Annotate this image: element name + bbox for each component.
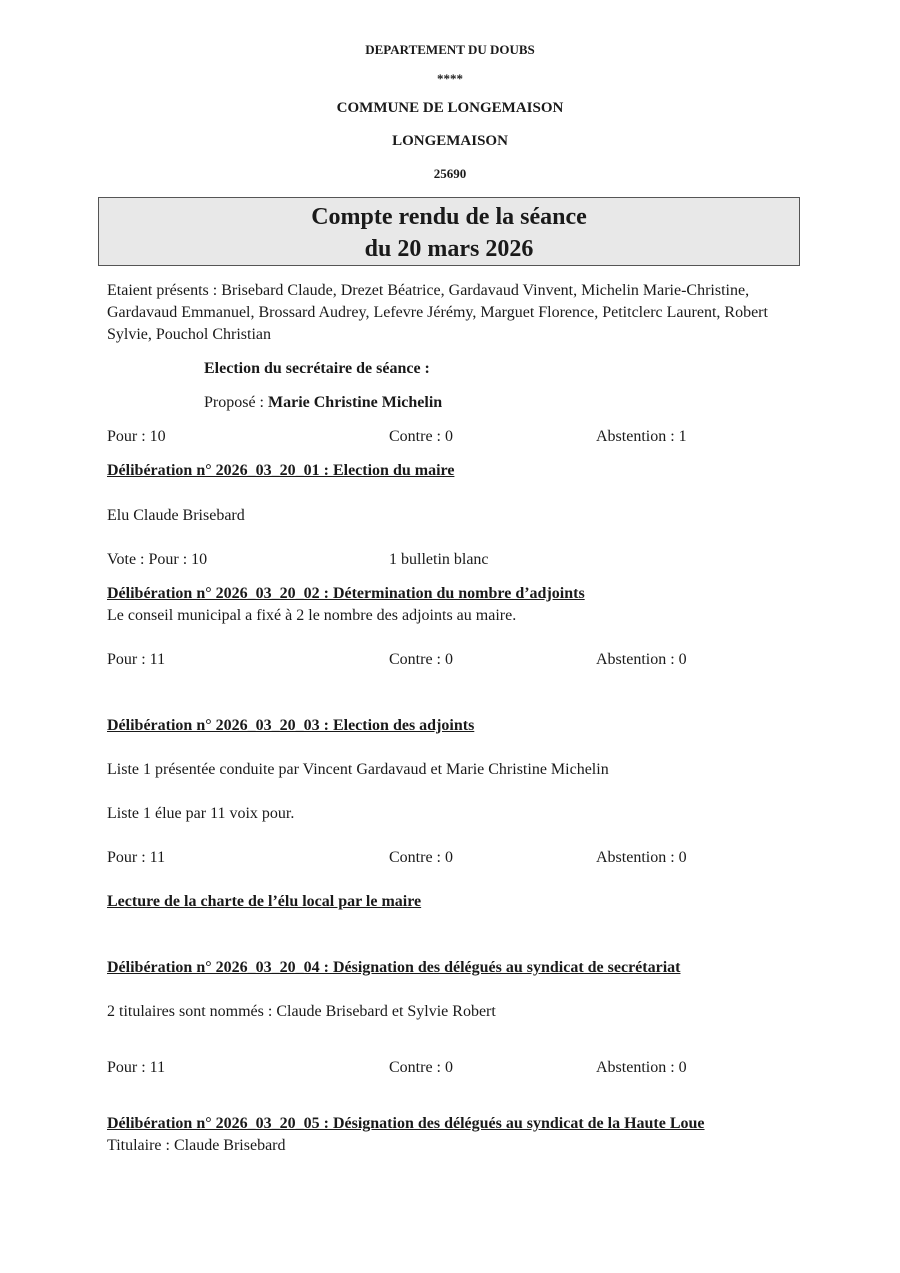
delib4-abstention: Abstention : 0: [596, 1059, 687, 1076]
secretary-contre: Contre : 0: [389, 428, 453, 445]
delib3-heading: Délibération n° 2026_03_20_03 : Election des adjoints: [107, 717, 475, 734]
title-line-1: Compte rendu de la séance: [311, 204, 587, 230]
delib3-list: Liste 1 présentée conduite par Vincent Gardavaud et Marie Christine Michelin: [107, 761, 609, 778]
delib2-contre: Contre : 0: [389, 651, 453, 668]
proposed-label: Proposé :: [204, 394, 268, 411]
postal-code: 25690: [433, 166, 467, 181]
delib5-heading: Délibération n° 2026_03_20_05 : Désignation des délégués au syndicat de la Haute Loue: [107, 1115, 705, 1132]
secretary-heading: Election du secrétaire de séance :: [204, 360, 430, 377]
attendees-paragraph: Etaient présents : Brisebard Claude, Drezet Béatrice, Gardavaud Vinvent, Michelin Marie-Christine, Gardavaud Emmanuel, Brossard Audrey, Lefevre Jérémy, Marguet Florence, Petitclerc Laurent, Robert Sylvie, Pouchol Christian: [107, 282, 768, 343]
title-line-2: du 20 mars 2026: [364, 236, 534, 262]
delib3-abstention: Abstention : 0: [596, 849, 687, 866]
department-heading: DEPARTEMENT DU DOUBS: [365, 42, 535, 57]
delib4-heading: Délibération n° 2026_03_20_04 : Désignation des délégués au syndicat de secrétariat: [107, 959, 681, 976]
charter-heading: Lecture de la charte de l’élu local par le maire: [107, 893, 422, 910]
town-heading: LONGEMAISON: [392, 133, 508, 149]
delib2-abstention: Abstention : 0: [596, 651, 687, 668]
proposed-name: Marie Christine Michelin: [268, 394, 443, 411]
delib4-pour: Pour : 11: [107, 1059, 166, 1076]
commune-heading: COMMUNE DE LONGEMAISON: [336, 100, 564, 116]
separator-stars: ****: [437, 71, 463, 86]
delib1-heading: Délibération n° 2026_03_20_01 : Election du maire: [107, 462, 455, 479]
title-box: [98, 197, 800, 266]
delib3-elected: Liste 1 élue par 11 voix pour.: [107, 805, 295, 822]
delib2-pour: Pour : 11: [107, 651, 166, 668]
secretary-abstention: Abstention : 1: [596, 428, 687, 445]
delib5-text: Titulaire : Claude Brisebard: [107, 1137, 286, 1154]
secretary-proposed: [204, 392, 442, 414]
delib3-contre: Contre : 0: [389, 849, 453, 866]
delib2-text: Le conseil municipal a fixé à 2 le nombre des adjoints au maire.: [107, 607, 517, 624]
delib4-contre: Contre : 0: [389, 1059, 453, 1076]
delib1-elected: Elu Claude Brisebard: [107, 507, 245, 524]
delib2-heading: Délibération n° 2026_03_20_02 : Détermination du nombre d’adjoints: [107, 585, 585, 602]
secretary-pour: Pour : 10: [107, 428, 166, 445]
delib3-pour: Pour : 11: [107, 849, 166, 866]
delib1-vote: Vote : Pour : 10: [107, 551, 208, 568]
delib1-blank: 1 bulletin blanc: [389, 551, 489, 568]
delib4-text: 2 titulaires sont nommés : Claude Brisebard et Sylvie Robert: [107, 1003, 496, 1020]
